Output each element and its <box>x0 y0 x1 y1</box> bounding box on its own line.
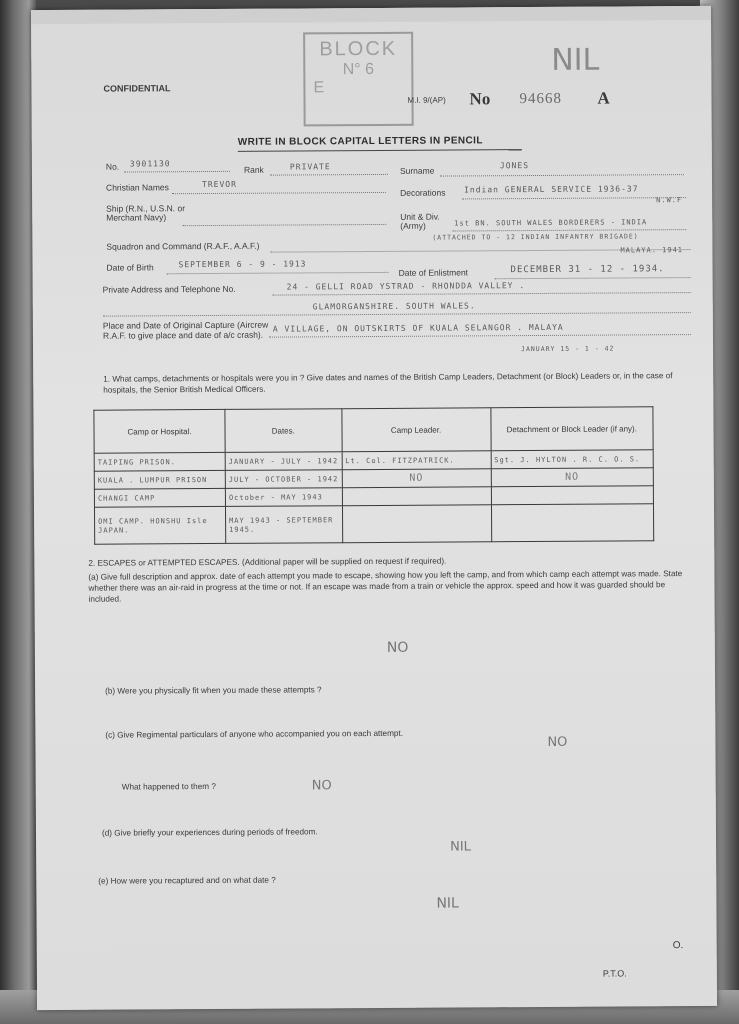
cell-value: OMI CAMP. HONSHU Isle JAPAN. <box>98 517 208 535</box>
surname-value: JONES <box>499 161 530 171</box>
table-cell <box>94 488 225 507</box>
unit-label: Unit & Div. (Army) <box>400 211 440 231</box>
table-cell <box>342 451 491 470</box>
unit-line <box>452 229 686 231</box>
cell-value: TAIPING PRISON. <box>97 458 176 467</box>
address-value-2: GLAMORGANSHIRE. SOUTH WALES. <box>312 301 476 312</box>
camps-table <box>93 406 654 544</box>
cell-value: JANUARY - JULY - 1942 <box>228 457 339 466</box>
table-cell <box>491 468 654 487</box>
table-cell <box>342 469 491 488</box>
question-2c-followup-answer: NO <box>311 778 332 794</box>
capture-line <box>269 334 691 338</box>
stamp-line-3: E <box>313 79 325 97</box>
form-title: WRITE IN BLOCK CAPITAL LETTERS IN PENCIL <box>237 135 483 148</box>
squadron-label: Squadron and Command (R.A.F., A.A.F.) <box>106 240 260 252</box>
question-2d-answer: NIL <box>450 839 471 855</box>
form-reference: M.I. 9/(AP) <box>407 95 446 105</box>
question-2-heading: 2. ESCAPES or ATTEMPTED ESCAPES. (Additional paper will be supplied on request if required). <box>88 556 447 568</box>
unit-value: 1st BN. SOUTH WALES BORDERERS - INDIA <box>454 218 648 228</box>
question-2b-text: (b) Were you physically fit when you made these attempts ? <box>105 685 322 696</box>
christian-names-line <box>172 192 386 194</box>
table-cell <box>491 486 654 505</box>
column-camp: Camp or Hospital. <box>94 409 225 453</box>
cell-value: NO <box>409 472 424 484</box>
cell-value: JULY - OCTOBER - 1942 <box>228 475 339 484</box>
table-cell <box>342 505 491 543</box>
unit-value-2: (ATTACHED TO - 12 INDIAN INFANTRY BRIGADE) <box>432 232 639 242</box>
stamp-line-1: BLOCK <box>319 37 398 61</box>
table-cell <box>94 470 225 489</box>
question-2c-answer: NO <box>547 734 568 750</box>
table-cell <box>225 506 342 544</box>
question-1-text: 1. What camps, detachments or hospitals were you in ? Give dates and names of the British Camp Leaders, Detachment (or Block) Leaders or, in the case of hospitals, the Senior British Medical Officers. <box>103 371 673 395</box>
nil-mark: NIL <box>551 42 600 78</box>
number-label: No <box>469 89 491 109</box>
question-2c-text: (c) Give Regimental particulars of anyone who accompanied you on each attempt. <box>105 728 404 740</box>
cell-value: CHANGI CAMP <box>97 494 156 503</box>
decorations-value: Indian GENERAL SERVICE 1936-37 <box>464 184 639 195</box>
christian-names-value: TREVOR <box>201 179 237 190</box>
capture-label: Place and Date of Original Capture (Aircrew R.A.F. to give place and date of a/c crash). <box>102 319 269 341</box>
pto-label: P.T.O. <box>602 968 627 979</box>
dob-value: SEPTEMBER 6 - 9 - 1913 <box>178 259 307 270</box>
decorations-line <box>462 197 686 199</box>
question-2e-text: (e) How were you recaptured and on what date ? <box>98 875 276 886</box>
address-value: 24 - GELLI ROAD YSTRAD - RHONDDA VALLEY . <box>286 281 526 292</box>
enlistment-label: Date of Enlistment <box>398 267 469 278</box>
table-cell <box>342 487 491 506</box>
confidential-mark: CONFIDENTIAL <box>103 83 171 94</box>
table-cell <box>94 452 225 471</box>
corner-mark: O. <box>672 940 684 952</box>
dob-line <box>167 272 389 274</box>
cell-value: NO <box>565 471 580 483</box>
decorations-label: Decorations <box>400 187 446 198</box>
column-camp-leader: Camp Leader. <box>341 408 490 452</box>
serial-suffix: A <box>597 88 610 108</box>
block-stamp <box>303 32 414 127</box>
surname-label: Surname <box>399 165 435 176</box>
stamp-line-2: N° 6 <box>342 60 375 79</box>
capture-value: A VILLAGE, ON OUTSKIRTS OF KUALA SELANGOR . MALAYA <box>272 322 564 334</box>
cell-value: MAY 1943 - SEPTEMBER 1945. <box>229 516 334 534</box>
folder-stack-left <box>0 0 36 1024</box>
ship-line <box>182 224 386 226</box>
dob-label: Date of Birth <box>106 262 154 273</box>
enlistment-value: DECEMBER 31 - 12 - 1934. <box>510 264 665 276</box>
camps-table-header <box>94 407 653 453</box>
question-2c-followup-text: What happened to them ? <box>121 781 216 792</box>
column-detachment-leader: Detachment or Block Leader (if any). <box>490 407 653 451</box>
table-cell <box>225 488 342 507</box>
table-cell <box>491 504 654 542</box>
no-line <box>124 171 230 173</box>
page-top-edge <box>31 6 711 24</box>
table-cell <box>94 506 225 544</box>
christian-names-label: Christian Names <box>106 182 169 193</box>
document-page <box>31 6 717 1010</box>
unit-value-3: MALAYA. 1941 <box>620 246 684 255</box>
cell-value: Lt. Col. FITZPATRICK. <box>345 456 455 466</box>
question-2a-text: (a) Give full description and approx. date of each attempt you made to escape, showing how you left the camp, and from which camp each attempt was made. State whether there was an air-raid in progress at the time or not. If an escape was made from a train or vehicle the approx. speed and how it was guarded should be included. <box>88 569 683 604</box>
question-2d-text: (d) Give briefly your experiences during periods of freedom. <box>101 827 318 838</box>
no-label: No. <box>105 161 120 172</box>
rank-value: PRIVATE <box>289 162 331 172</box>
question-2a-answer: NO <box>386 639 409 656</box>
table-cell <box>225 470 342 489</box>
question-2e-answer: NIL <box>436 895 459 912</box>
serial-number: 94668 <box>519 90 563 108</box>
table-cell <box>225 452 342 471</box>
address-label: Private Address and Telephone No. <box>102 283 236 295</box>
ship-label: Ship (R.N., U.S.N. or Merchant Navy) <box>106 203 186 223</box>
title-underline <box>238 149 522 152</box>
camps-table-wrapper <box>93 406 654 544</box>
enlistment-line <box>495 277 691 279</box>
no-value: 3901130 <box>129 159 171 169</box>
cell-value: Sgt. J. HYLTON . R. C. O. S. <box>494 455 641 465</box>
table-cell <box>491 450 654 469</box>
surname-line <box>440 174 684 176</box>
rank-line <box>270 174 388 176</box>
capture-value-2: JANUARY 15 - 1 - 42 <box>521 344 615 354</box>
cell-value: KUALA . LUMPUR PRISON <box>97 476 208 485</box>
table-row <box>94 504 653 544</box>
address-line-2 <box>103 312 691 317</box>
rank-label: Rank <box>243 164 264 175</box>
cell-value: October - MAY 1943 <box>228 493 323 502</box>
decorations-value-2: N.W.F <box>656 196 683 205</box>
column-dates: Dates. <box>225 409 342 453</box>
address-line <box>273 292 691 296</box>
